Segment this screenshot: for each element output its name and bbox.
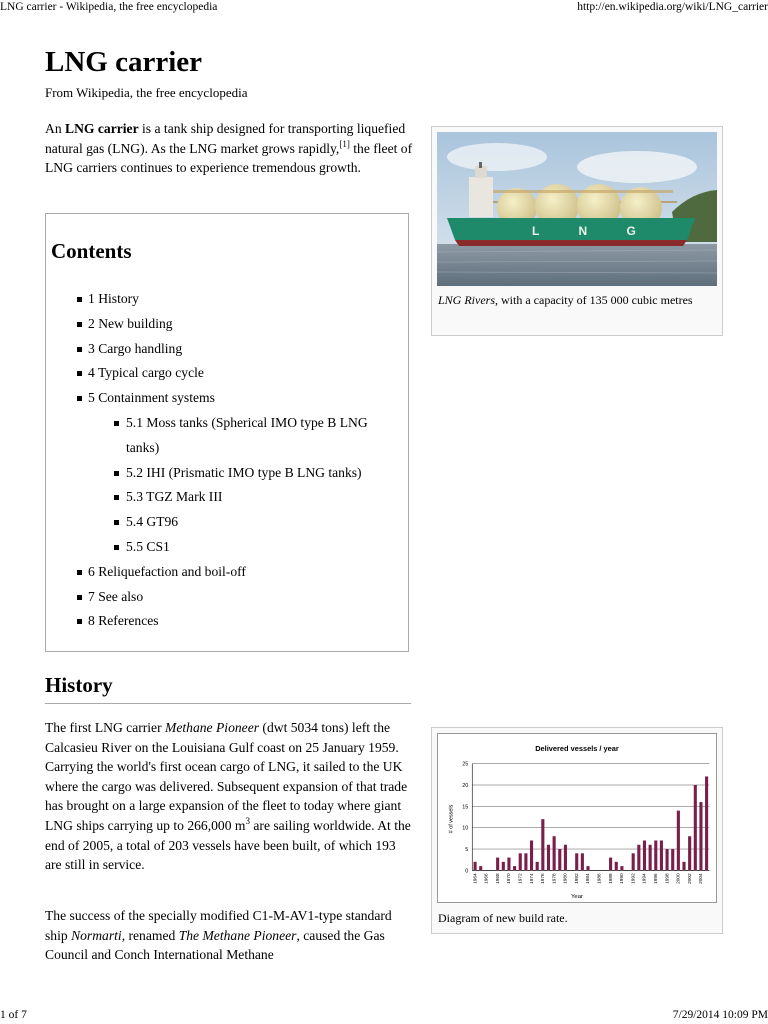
print-header-url: http://en.wikipedia.org/wiki/LNG_carrier xyxy=(577,1,768,13)
print-footer-datetime: 7/29/2014 10:09 PM xyxy=(672,1009,768,1021)
chart-bar-2002 xyxy=(688,836,691,870)
print-footer-page: 1 of 7 xyxy=(0,1009,27,1021)
ship-figure xyxy=(431,126,723,336)
chart-bar-1992 xyxy=(632,853,635,870)
chart-x-tick-label: 1970 xyxy=(507,873,513,884)
toc-subitem xyxy=(46,461,386,486)
chart-bar-1969 xyxy=(502,862,505,871)
chart-x-tick-label: 1980 xyxy=(563,873,569,884)
chart-figure xyxy=(431,727,723,934)
chart-bar-1999 xyxy=(671,849,674,870)
history-p1-text-c: are sailing worldwide. At the end of 2005, a total of 203 vessels have been built, of which 193 are still in service. xyxy=(45,817,411,873)
reference-link[interactable]: [1] xyxy=(339,138,350,149)
chart-x-axis-label: Year xyxy=(571,894,583,901)
chart-x-tick-label: 1982 xyxy=(574,873,580,884)
chart-x-tick-label: 1978 xyxy=(552,873,558,884)
chart-bar-2003 xyxy=(694,785,697,870)
toc-subitem xyxy=(46,411,386,461)
toc-link-moss-tanks[interactable]: 5.1 Moss tanks (Spherical IMO type B LNG tanks) xyxy=(126,414,368,455)
chart-bar-2004 xyxy=(699,802,702,870)
toc-subitem xyxy=(46,535,386,560)
ship-caption-text: , with a capacity of 135 000 cubic metres xyxy=(495,293,693,307)
toc-link-references[interactable]: 8 References xyxy=(88,613,159,629)
toc-link-ihi[interactable]: 5.2 IHI (Prismatic IMO type B LNG tanks) xyxy=(126,464,362,480)
history-p2-ship-name: Normarti xyxy=(71,927,122,943)
history-p1-text-a: The first LNG carrier xyxy=(45,720,166,735)
chart-bar-1965 xyxy=(479,866,482,870)
chart-bar-1978 xyxy=(553,836,556,870)
section-divider xyxy=(45,703,411,704)
chart-bar-1995 xyxy=(649,845,652,871)
ship-caption xyxy=(438,290,716,310)
chart-x-tick-label: 1968 xyxy=(495,873,501,884)
toc-item xyxy=(46,386,386,411)
toc-link-containment-systems[interactable]: 5 Containment systems xyxy=(88,390,215,406)
chart-x-tick-label: 1984 xyxy=(586,873,592,884)
toc-link-new-building[interactable]: 2 New building xyxy=(88,315,173,331)
chart-bars xyxy=(474,776,709,870)
toc-link-cs1[interactable]: 5.5 CS1 xyxy=(126,538,170,554)
history-p1-text-b: (dwt 5034 tons) left the Calcasieu River on the Louisiana Gulf coast on 25 January 1959. Carrying the world's first ocean cargo of LNG, it sailed to the UK where the cargo was delivered. Subsequent expansion of that trade has brought on a large expansion of the fleet to today where giant LNG ships carrying up to 266,000 m xyxy=(45,720,408,833)
chart-bar-1997 xyxy=(660,840,663,870)
chart-y-axis-label: # of vessels xyxy=(448,804,455,834)
chart-bar-1968 xyxy=(496,858,499,871)
chart-x-tick-label: 1992 xyxy=(631,873,637,884)
chart-bar-1973 xyxy=(524,853,527,870)
chart-bar-1980 xyxy=(564,845,567,871)
toc-link-typical-cargo-cycle[interactable]: 4 Typical cargo cycle xyxy=(88,365,204,381)
chart-bar-1970 xyxy=(507,858,510,871)
chart-caption: Diagram of new build rate. xyxy=(438,911,568,925)
chart-x-tick-label: 1988 xyxy=(608,873,614,884)
chart-title: Delivered vessels / year xyxy=(535,743,619,753)
toc-subitem xyxy=(46,510,386,535)
toc-item xyxy=(46,287,386,312)
page-title: LNG carrier xyxy=(45,46,203,78)
chart-bar-1964 xyxy=(474,862,477,871)
chart-bar-1974 xyxy=(530,840,533,870)
toc-item xyxy=(46,560,386,585)
chart-x-ticks xyxy=(472,873,704,884)
intro-text-mid: is a tank ship designed for transporting liquefied natural gas (LNG). As the LNG market grows rapidly, xyxy=(45,121,406,156)
ship-caption-name: LNG Rivers xyxy=(438,293,495,307)
history-paragraph-2 xyxy=(45,906,413,965)
toc-link-gt96[interactable]: 5.4 GT96 xyxy=(126,514,179,530)
toc-item xyxy=(46,361,386,386)
chart-bar-1990 xyxy=(620,866,623,870)
chart-x-tick-label: 2004 xyxy=(699,873,705,884)
new-build-chart[interactable] xyxy=(437,733,717,903)
chart-y-tick-label: 10 xyxy=(462,825,469,832)
chart-x-tick-label: 1964 xyxy=(473,873,479,884)
toc-link-history[interactable]: 1 History xyxy=(88,291,139,306)
history-heading: History xyxy=(45,673,113,697)
chart-bar-1988 xyxy=(609,858,612,871)
intro-term: LNG carrier xyxy=(65,121,139,136)
chart-y-tick-label: 15 xyxy=(462,804,469,811)
chart-y-tick-label: 25 xyxy=(462,761,469,768)
chart-bar-1972 xyxy=(519,853,522,870)
chart-bar-1971 xyxy=(513,866,516,870)
toc-item xyxy=(46,609,386,634)
chart-y-tick-label: 0 xyxy=(465,868,469,875)
chart-bar-1984 xyxy=(586,866,589,870)
intro-paragraph xyxy=(45,119,413,178)
toc-item xyxy=(46,337,386,362)
toc-link-cargo-handling[interactable]: 3 Cargo handling xyxy=(88,340,183,356)
chart-bar-2005 xyxy=(705,776,708,870)
chart-bar-1975 xyxy=(536,862,539,871)
chart-x-tick-label: 2000 xyxy=(676,873,682,884)
chart-bar-1989 xyxy=(615,862,618,871)
history-p1-ship-name: Methane Pioneer xyxy=(165,720,260,735)
chart-bar-1983 xyxy=(581,853,584,870)
chart-bar-1996 xyxy=(654,840,657,870)
chart-bar-2000 xyxy=(677,811,680,871)
chart-bar-1998 xyxy=(666,849,669,870)
toc-item xyxy=(46,585,386,610)
history-paragraph-1 xyxy=(45,718,413,875)
toc-link-reliquefaction[interactable]: 6 Reliquefaction and boil-off xyxy=(88,563,246,579)
chart-x-tick-label: 2002 xyxy=(687,873,693,884)
chart-x-tick-label: 1996 xyxy=(654,873,660,884)
history-p2-text-b: , renamed xyxy=(121,927,179,943)
lng-ship-photo[interactable] xyxy=(437,132,717,286)
chart-x-tick-label: 1972 xyxy=(518,873,524,884)
chart-x-tick-label: 1998 xyxy=(665,873,671,884)
intro-text-start: An xyxy=(45,121,66,136)
chart-bar-1977 xyxy=(547,845,550,871)
chart-x-tick-label: 1974 xyxy=(529,873,535,884)
print-header-title: LNG carrier - Wikipedia, the free encyclopedia xyxy=(0,1,218,13)
chart-x-tick-label: 1986 xyxy=(597,873,603,884)
chart-y-ticks xyxy=(462,762,468,875)
history-p2-ship-renamed: The Methane Pioneer xyxy=(178,927,297,943)
history-p2-text-a: The success of the specially modified C1-M-AV1-type standard ship xyxy=(45,908,392,943)
chart-bar-1982 xyxy=(575,853,578,870)
toc-title: Contents xyxy=(51,239,132,263)
chart-x-tick-label: 1976 xyxy=(541,873,547,884)
chart-y-tick-label: 5 xyxy=(465,847,469,854)
toc-link-tgz-mark-iii[interactable]: 5.3 TGZ Mark III xyxy=(126,489,223,505)
chart-bar-1976 xyxy=(541,819,544,870)
chart-bar-1993 xyxy=(637,845,640,871)
toc-subitem xyxy=(46,485,386,510)
intro-text-end: the fleet of LNG carriers continues to experience tremendous growth. xyxy=(45,140,413,176)
chart-x-tick-label: 1990 xyxy=(620,873,626,884)
history-p1-superscript: 3 xyxy=(245,815,250,826)
toc-list xyxy=(46,287,386,634)
site-subtitle: From Wikipedia, the free encyclopedia xyxy=(45,85,248,100)
chart-y-tick-label: 20 xyxy=(462,782,469,789)
chart-x-tick-label: 1994 xyxy=(642,873,648,884)
chart-bar-2001 xyxy=(682,862,685,871)
chart-bar-1994 xyxy=(643,840,646,870)
table-of-contents xyxy=(45,213,409,652)
chart-bar-1979 xyxy=(558,849,561,870)
toc-item xyxy=(46,312,386,337)
toc-link-see-also[interactable]: 7 See also xyxy=(88,588,144,604)
history-p2-text-c: , caused the Gas Council and Conch International Methane xyxy=(45,927,385,963)
hull-lettering: L N G xyxy=(532,224,654,238)
chart-x-tick-label: 1966 xyxy=(484,873,490,884)
